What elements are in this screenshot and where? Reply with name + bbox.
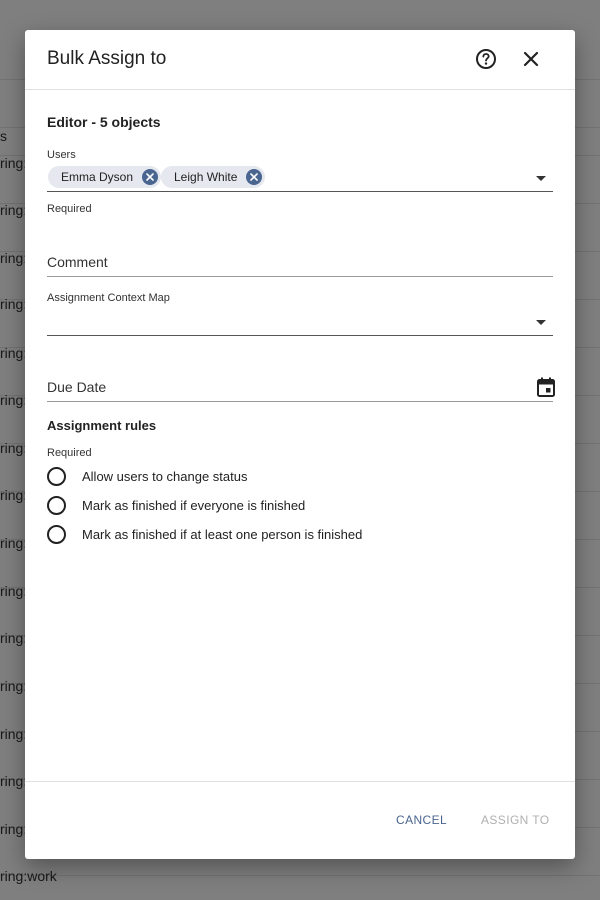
cancel-button[interactable]: CANCEL bbox=[396, 813, 448, 827]
radio-label: Mark as finished if at least one person is finished bbox=[82, 527, 363, 542]
help-circle-icon bbox=[475, 48, 497, 70]
users-dropdown-arrow[interactable] bbox=[536, 176, 546, 181]
bulk-assign-dialog bbox=[25, 30, 575, 859]
assign-to-button[interactable]: ASSIGN TO bbox=[481, 813, 550, 827]
context-map-select[interactable] bbox=[47, 335, 553, 336]
chip-remove-button[interactable] bbox=[246, 169, 262, 185]
user-chip-label: Emma Dyson bbox=[61, 170, 134, 184]
calendar-button[interactable] bbox=[536, 376, 556, 398]
radio-label: Allow users to change status bbox=[82, 469, 248, 484]
users-field-underline bbox=[47, 191, 553, 192]
user-chip-label: Leigh White bbox=[174, 170, 238, 184]
radio-circle[interactable] bbox=[47, 525, 66, 544]
cancel-circle-icon bbox=[142, 169, 158, 185]
user-chip[interactable] bbox=[161, 166, 265, 188]
chip-remove-button[interactable] bbox=[142, 169, 158, 185]
context-map-label: Assignment Context Map bbox=[47, 292, 170, 304]
radio-label: Mark as finished if everyone is finished bbox=[82, 498, 306, 513]
users-label: Users bbox=[47, 149, 76, 161]
section-title: Editor - 5 objects bbox=[47, 114, 161, 130]
close-button[interactable] bbox=[521, 49, 541, 69]
due-date-field-underline bbox=[47, 401, 553, 402]
dialog-header bbox=[25, 30, 575, 90]
radio-circle[interactable] bbox=[47, 496, 66, 515]
radio-circle[interactable] bbox=[47, 467, 66, 486]
cancel-circle-icon bbox=[246, 169, 262, 185]
users-helper-text: Required bbox=[47, 203, 92, 215]
close-icon bbox=[521, 49, 541, 69]
dialog-title: Bulk Assign to bbox=[47, 48, 167, 69]
comment-input[interactable]: Comment bbox=[47, 254, 108, 270]
context-map-dropdown-arrow[interactable] bbox=[536, 320, 546, 325]
due-date-input[interactable]: Due Date bbox=[47, 379, 107, 395]
assignment-rules-title: Assignment rules bbox=[47, 418, 157, 433]
assignment-rules-helper: Required bbox=[47, 447, 92, 459]
footer-divider bbox=[25, 781, 575, 782]
comment-field-underline bbox=[47, 276, 553, 277]
help-button[interactable] bbox=[475, 48, 497, 70]
calendar-icon bbox=[536, 376, 556, 398]
user-chip[interactable] bbox=[48, 166, 161, 188]
